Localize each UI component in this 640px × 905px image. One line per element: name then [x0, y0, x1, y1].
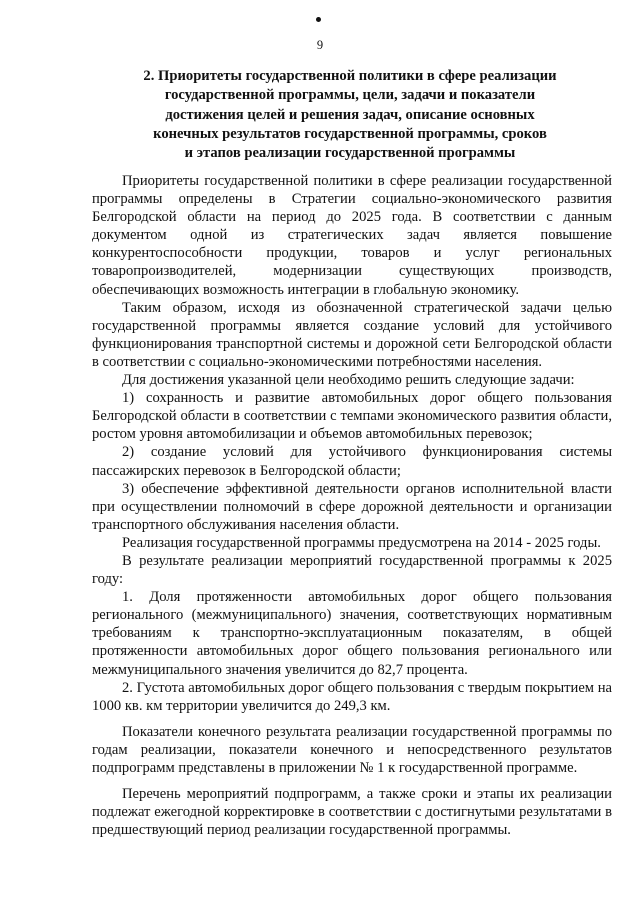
paragraph-tasks-intro: Для достижения указанной цели необходимо решить следующие задачи:	[122, 372, 575, 389]
section-heading	[115, 67, 585, 163]
top-dot-mark	[316, 17, 321, 22]
paragraph-priorities: Приоритеты государственной политики в сфере реализации государственной программы определены в Стратегии социально-экономического развития Белгородской области на период до 2025 года. В соответствии с данным документом одной из стратегических задач является повышение конкурентоспособности продукции, товаров и услуг региональных товаропроизводителей, модернизации существующих производств, обеспечивающих возможность интеграции в глобальную экономику.	[92, 173, 612, 298]
task-item-1: 1) сохранность и развитие автомобильных дорог общего пользования Белгородской области в соответствии с темпами экономического развития области, ростом уровня автомобилизации и объемов автомобильных перевозок;	[92, 390, 612, 443]
paragraph-measures: Перечень мероприятий подпрограмм, а также сроки и этапы их реализации подлежат ежегодной корректировке в соответствии с достигнутыми результатами в предшествующий период реализации государственной программы.	[92, 786, 612, 839]
document-body	[92, 172, 612, 839]
paragraph-indicators: Показатели конечного результата реализации государственной программы по годам реализации, показатели конечного и непосредственного результатов подпрограмм представлены в приложении № 1 к государственной программе.	[92, 723, 612, 776]
heading-line: 2. Приоритеты государственной политики в сфере реализации	[143, 68, 557, 84]
result-item-1: 1. Доля протяженности автомобильных дорог общего пользования регионального (межмуниципального) значения, соответствующих нормативным требованиям к транспортно-эксплуатационным показателям, в общей протяженности автомобильных дорог общего пользования регионального или межмуниципального значения увеличится до 82,7 процента.	[92, 589, 612, 678]
heading-line: и этапов реализации государственной программы	[184, 145, 516, 162]
heading-line: государственной программы, цели, задачи и показатели	[164, 87, 536, 104]
paragraph-goal: Таким образом, исходя из обозначенной стратегической задачи целью государственной программы является создание условий для устойчивого функционирования транспортной системы и дорожной сети Белгородской области в соответствии с социально-экономическими потребностями населения.	[92, 299, 612, 370]
page-number: 9	[316, 38, 324, 52]
paragraph-timeline: Реализация государственной программы предусмотрена на 2014 - 2025 годы.	[122, 534, 601, 551]
heading-line: конечных результатов государственной программы, сроков	[153, 125, 547, 142]
result-item-2: 2. Густота автомобильных дорог общего пользования с твердым покрытием на 1000 кв. км территории увеличится до 249,3 км.	[92, 679, 612, 714]
task-item-3: 3) обеспечение эффективной деятельности органов исполнительной власти при осуществлении полномочий в сфере дорожной деятельности и организации транспортного обслуживания населения области.	[92, 480, 612, 533]
task-item-2: 2) создание условий для устойчивого функционирования системы пассажирских перевозок в Белгородской области;	[92, 444, 612, 479]
paragraph-results-intro: В результате реализации мероприятий государственной программы к 2025 году:	[92, 552, 612, 588]
heading-line: достижения целей и решения задач, описание основных	[165, 106, 535, 123]
